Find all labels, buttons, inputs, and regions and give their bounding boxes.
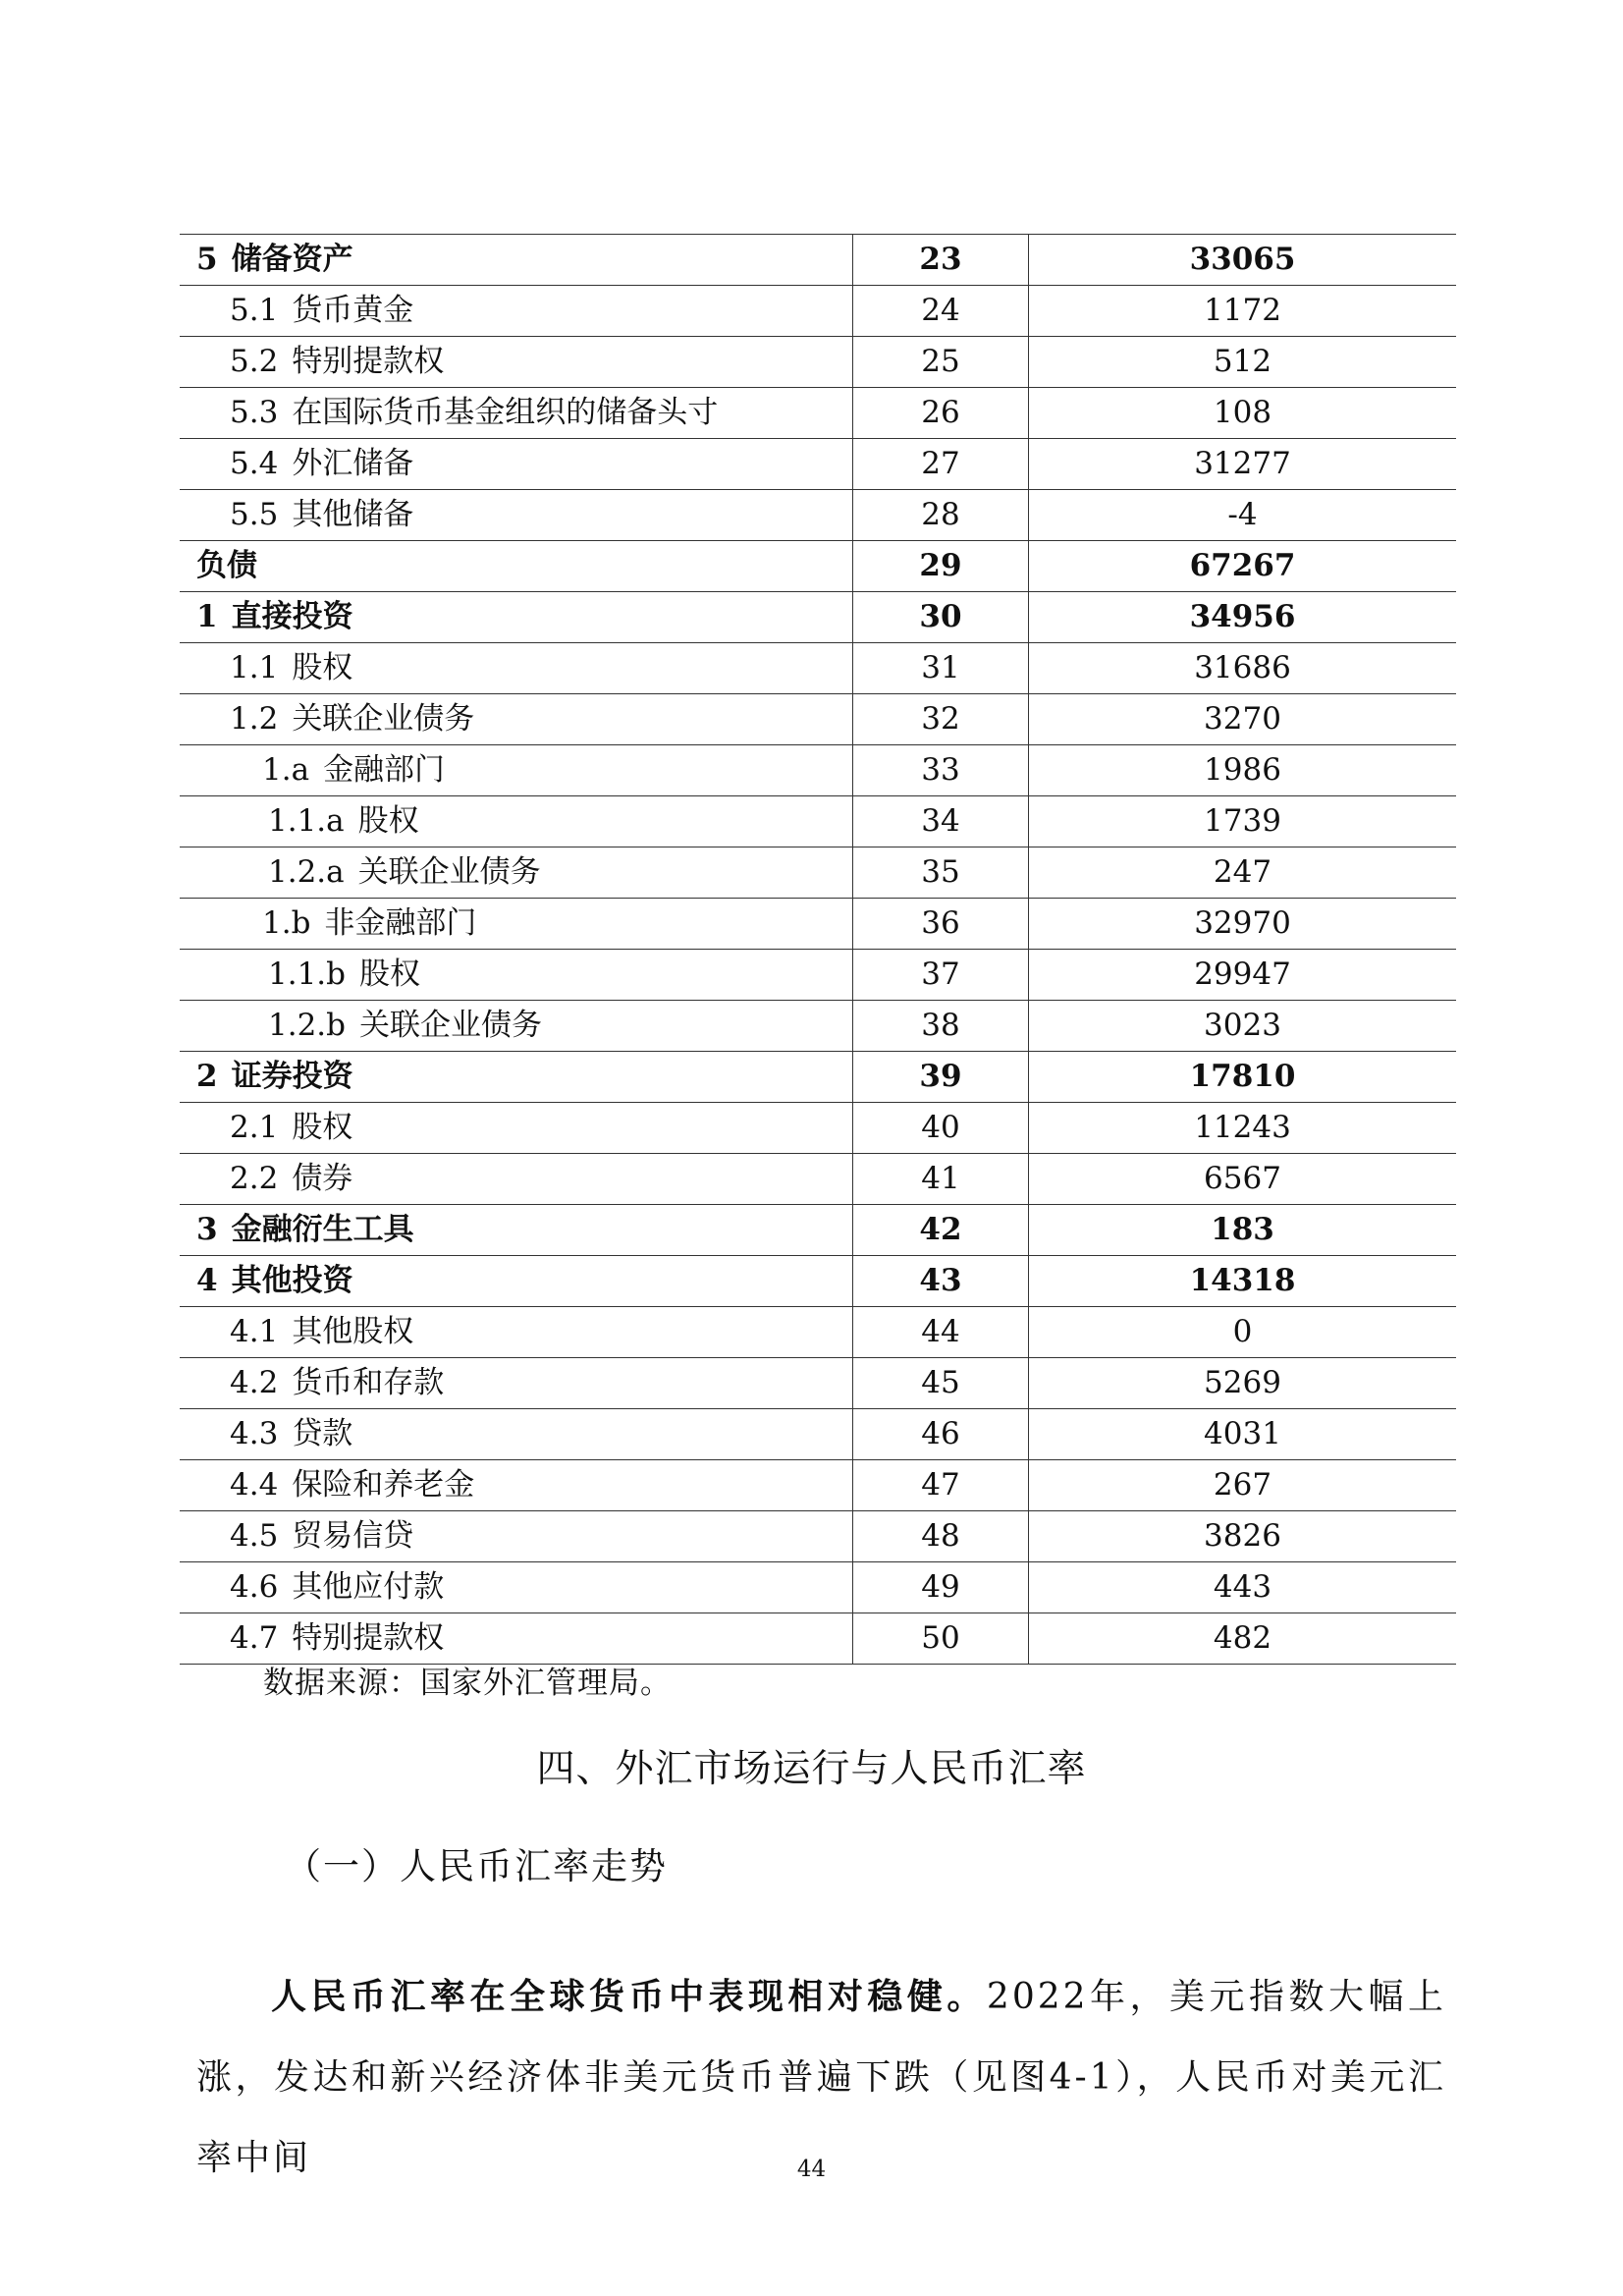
item-cell <box>180 1205 853 1256</box>
item-code: 1.2 <box>230 701 279 737</box>
line-number-cell: 23 <box>853 235 1029 286</box>
item-label: 证券投资 <box>231 1059 353 1094</box>
line-number-cell: 32 <box>853 694 1029 745</box>
table-row <box>180 541 1456 592</box>
table-row <box>180 337 1456 388</box>
table-row <box>180 1409 1456 1460</box>
line-number-cell: 38 <box>853 1001 1029 1052</box>
item-cell <box>180 1409 853 1460</box>
item-cell <box>180 541 853 592</box>
paragraph-text: 2022年，美元指数大幅上涨，发达和新兴经济体非美元货币普遍下跌（见图4-1），人民币对美元汇率中间 <box>196 1977 1446 2178</box>
item-cell <box>180 592 853 643</box>
item-cell <box>180 1613 853 1665</box>
item-code: 1.1.b <box>268 957 346 992</box>
line-number-cell: 27 <box>853 439 1029 490</box>
table-row <box>180 899 1456 950</box>
value-cell: 183 <box>1029 1205 1457 1256</box>
value-cell: 267 <box>1029 1460 1457 1511</box>
line-number-cell: 47 <box>853 1460 1029 1511</box>
item-label: 货币和存款 <box>292 1365 445 1400</box>
value-cell: -4 <box>1029 490 1457 541</box>
item-label: 其他投资 <box>231 1263 353 1298</box>
table-row <box>180 1205 1456 1256</box>
value-cell: 31686 <box>1029 643 1457 694</box>
table-row <box>180 694 1456 745</box>
item-label: 储备资产 <box>231 242 353 277</box>
item-code: 5.1 <box>230 293 279 328</box>
table-row <box>180 1052 1456 1103</box>
item-cell <box>180 235 853 286</box>
line-number-cell: 29 <box>853 541 1029 592</box>
line-number-cell: 31 <box>853 643 1029 694</box>
table-row <box>180 1103 1456 1154</box>
item-cell <box>180 796 853 847</box>
line-number-cell: 25 <box>853 337 1029 388</box>
item-cell <box>180 1103 853 1154</box>
source-note: 数据来源：国家外汇管理局。 <box>263 1666 672 1701</box>
value-cell: 3270 <box>1029 694 1457 745</box>
line-number-cell: 45 <box>853 1358 1029 1409</box>
item-code: 5 <box>196 242 218 277</box>
item-code: 4.3 <box>230 1416 279 1451</box>
item-code: 1.a <box>262 752 310 788</box>
item-code: 1.1.a <box>268 803 345 839</box>
value-cell: 108 <box>1029 388 1457 439</box>
table-row <box>180 439 1456 490</box>
table-row <box>180 490 1456 541</box>
table-row <box>180 1358 1456 1409</box>
line-number-cell: 50 <box>853 1613 1029 1665</box>
item-label: 关联企业债务 <box>357 854 541 890</box>
table-row <box>180 950 1456 1001</box>
page-number: 44 <box>796 2157 827 2182</box>
item-label: 货币黄金 <box>292 293 414 328</box>
line-number-cell: 43 <box>853 1256 1029 1307</box>
item-label: 特别提款权 <box>292 1620 445 1656</box>
item-cell <box>180 1001 853 1052</box>
item-code: 1.2.b <box>268 1008 346 1043</box>
line-number-cell: 48 <box>853 1511 1029 1562</box>
item-label: 金融衍生工具 <box>231 1212 414 1247</box>
line-number-cell: 24 <box>853 286 1029 337</box>
item-code: 2.2 <box>230 1161 279 1196</box>
item-cell <box>180 1562 853 1613</box>
line-number-cell: 30 <box>853 592 1029 643</box>
table-row <box>180 235 1456 286</box>
value-cell: 11243 <box>1029 1103 1457 1154</box>
item-code: 1 <box>196 599 218 634</box>
item-cell <box>180 694 853 745</box>
item-code: 4.7 <box>230 1620 279 1656</box>
item-code: 3 <box>196 1212 218 1247</box>
item-label: 其他储备 <box>292 497 414 532</box>
item-label: 外汇储备 <box>292 446 414 481</box>
item-label: 关联企业债务 <box>359 1008 542 1043</box>
item-code: 4.4 <box>230 1467 279 1503</box>
item-cell <box>180 899 853 950</box>
value-cell: 1986 <box>1029 745 1457 796</box>
table-row <box>180 1256 1456 1307</box>
item-label: 贷款 <box>292 1416 353 1451</box>
item-cell <box>180 388 853 439</box>
item-label: 特别提款权 <box>292 344 445 379</box>
item-cell <box>180 1052 853 1103</box>
table-row <box>180 1613 1456 1665</box>
value-cell: 443 <box>1029 1562 1457 1613</box>
item-cell <box>180 286 853 337</box>
line-number-cell: 34 <box>853 796 1029 847</box>
line-number-cell: 37 <box>853 950 1029 1001</box>
section-heading: 四、外汇市场运行与人民币汇率 <box>536 1747 1087 1791</box>
item-code: 2.1 <box>230 1110 279 1145</box>
value-cell: 3023 <box>1029 1001 1457 1052</box>
table-row <box>180 1307 1456 1358</box>
item-label: 其他应付款 <box>292 1569 445 1605</box>
table-row <box>180 1154 1456 1205</box>
sub-heading: （一）人民币汇率走势 <box>285 1845 668 1887</box>
line-number-cell: 28 <box>853 490 1029 541</box>
table-row <box>180 745 1456 796</box>
item-cell <box>180 643 853 694</box>
item-cell <box>180 337 853 388</box>
value-cell: 33065 <box>1029 235 1457 286</box>
value-cell: 3826 <box>1029 1511 1457 1562</box>
line-number-cell: 49 <box>853 1562 1029 1613</box>
item-cell <box>180 1511 853 1562</box>
item-label: 保险和养老金 <box>292 1467 475 1503</box>
value-cell: 1172 <box>1029 286 1457 337</box>
table-row <box>180 1511 1456 1562</box>
item-label: 负债 <box>196 548 257 583</box>
value-cell: 5269 <box>1029 1358 1457 1409</box>
item-label: 非金融部门 <box>324 905 477 941</box>
table-row <box>180 847 1456 899</box>
item-cell <box>180 1307 853 1358</box>
item-cell <box>180 1460 853 1511</box>
item-code: 1.1 <box>230 650 279 685</box>
line-number-cell: 46 <box>853 1409 1029 1460</box>
table-row <box>180 1001 1456 1052</box>
value-cell: 1739 <box>1029 796 1457 847</box>
value-cell: 482 <box>1029 1613 1457 1665</box>
line-number-cell: 44 <box>853 1307 1029 1358</box>
balance-of-payments-table <box>180 234 1456 1665</box>
item-code: 4.6 <box>230 1569 279 1605</box>
item-code: 4.2 <box>230 1365 279 1400</box>
line-number-cell: 42 <box>853 1205 1029 1256</box>
paragraph-lead: 人民币汇率在全球货币中表现相对稳健。 <box>271 1976 987 2017</box>
item-label: 贸易信贷 <box>292 1518 414 1554</box>
line-number-cell: 36 <box>853 899 1029 950</box>
item-cell <box>180 950 853 1001</box>
value-cell: 31277 <box>1029 439 1457 490</box>
value-cell: 247 <box>1029 847 1457 899</box>
line-number-cell: 39 <box>853 1052 1029 1103</box>
item-cell <box>180 847 853 899</box>
item-code: 5.2 <box>230 344 279 379</box>
item-label: 在国际货币基金组织的储备头寸 <box>292 395 719 430</box>
item-label: 股权 <box>359 957 420 992</box>
item-code: 4.1 <box>230 1314 279 1349</box>
value-cell: 4031 <box>1029 1409 1457 1460</box>
item-label: 股权 <box>357 803 419 839</box>
table-row <box>180 1562 1456 1613</box>
item-code: 2 <box>196 1059 218 1094</box>
line-number-cell: 26 <box>853 388 1029 439</box>
value-cell: 29947 <box>1029 950 1457 1001</box>
item-cell <box>180 1154 853 1205</box>
item-code: 4 <box>196 1263 218 1298</box>
value-cell: 34956 <box>1029 592 1457 643</box>
item-code: 5.3 <box>230 395 279 430</box>
value-cell: 14318 <box>1029 1256 1457 1307</box>
item-label: 股权 <box>292 1110 353 1145</box>
item-label: 关联企业债务 <box>292 701 475 737</box>
item-label: 其他股权 <box>292 1314 414 1349</box>
item-code: 1.2.a <box>268 854 345 890</box>
table-row <box>180 592 1456 643</box>
table-row <box>180 388 1456 439</box>
table-row <box>180 1460 1456 1511</box>
item-label: 金融部门 <box>323 752 446 788</box>
table-body <box>180 235 1456 1665</box>
line-number-cell: 33 <box>853 745 1029 796</box>
table-row <box>180 286 1456 337</box>
item-label: 直接投资 <box>231 599 353 634</box>
line-number-cell: 40 <box>853 1103 1029 1154</box>
item-code: 5.4 <box>230 446 279 481</box>
item-cell <box>180 1256 853 1307</box>
item-cell <box>180 439 853 490</box>
value-cell: 512 <box>1029 337 1457 388</box>
item-code: 4.5 <box>230 1518 279 1554</box>
value-cell: 67267 <box>1029 541 1457 592</box>
item-label: 股权 <box>292 650 353 685</box>
table-row <box>180 796 1456 847</box>
item-code: 5.5 <box>230 497 279 532</box>
table-row <box>180 643 1456 694</box>
value-cell: 32970 <box>1029 899 1457 950</box>
line-number-cell: 41 <box>853 1154 1029 1205</box>
item-label: 债券 <box>292 1161 353 1196</box>
line-number-cell: 35 <box>853 847 1029 899</box>
item-code: 1.b <box>262 905 311 941</box>
item-cell <box>180 745 853 796</box>
value-cell: 17810 <box>1029 1052 1457 1103</box>
item-cell <box>180 490 853 541</box>
item-cell <box>180 1358 853 1409</box>
value-cell: 0 <box>1029 1307 1457 1358</box>
value-cell: 6567 <box>1029 1154 1457 1205</box>
